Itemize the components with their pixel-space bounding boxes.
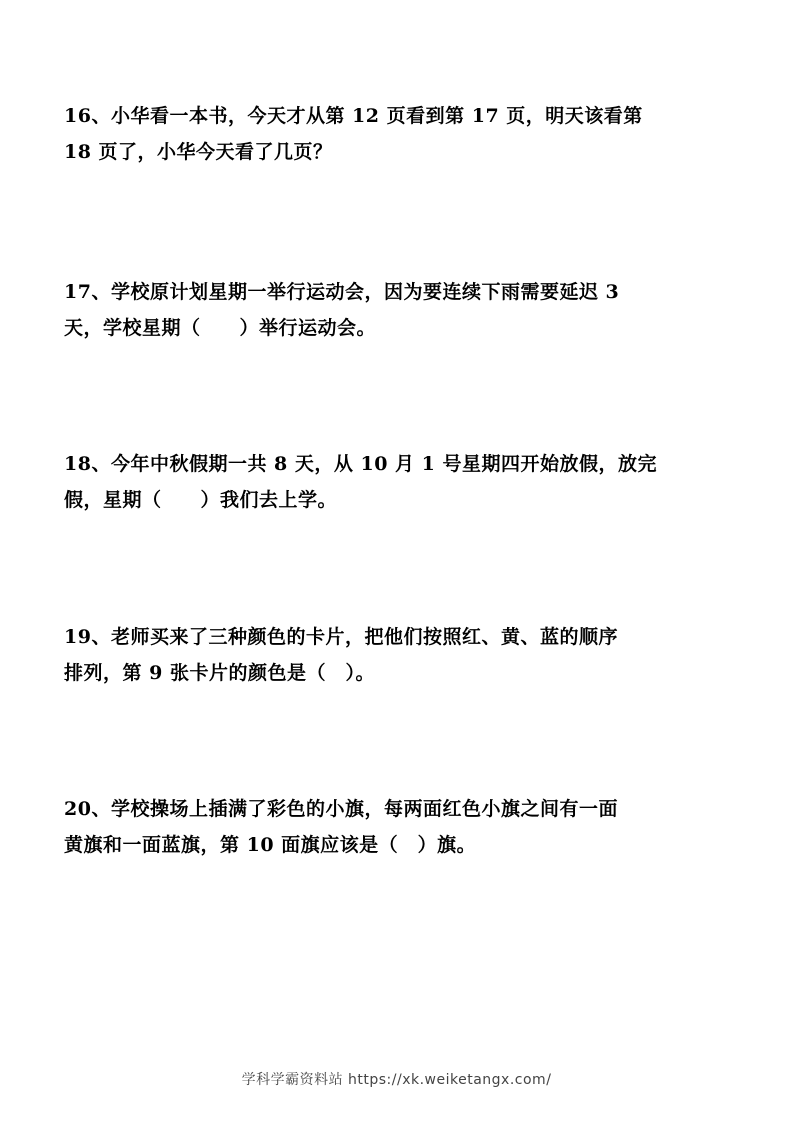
question-19 [64,619,704,691]
question-17 [64,274,704,346]
question-16 [64,98,704,170]
question-16-line-2: 18 页了，小华今天看了几页？ [64,141,333,163]
question-20 [64,791,704,863]
question-18-line-2: 假，星期（ ）我们去上学。 [64,489,338,511]
question-20-line-2: 黄旗和一面蓝旗，第 10 面旗应该是（ ）旗。 [64,834,477,856]
question-18-line-1: 18、今年中秋假期一共 8 天，从 10 月 1 号星期四开始放假，放完 [64,453,658,475]
question-17-line-2: 天，学校星期（ ）举行运动会。 [64,317,377,339]
question-18 [64,446,704,518]
question-20-line-1: 20、学校操场上插满了彩色的小旗，每两面红色小旗之间有一面 [64,798,618,820]
footer-watermark: 学科学霸资料站 https://xk.weiketangx.com/ [241,1072,552,1088]
question-17-line-1: 17、学校原计划星期一举行运动会，因为要连续下雨需要延迟 3 [64,281,620,303]
question-19-line-2: 排列，第 9 张卡片的颜色是（ ）。 [64,662,375,684]
question-16-line-1: 16、小华看一本书，今天才从第 12 页看到第 17 页，明天该看第 [64,105,643,127]
question-19-line-1: 19、老师买来了三种颜色的卡片，把他们按照红、黄、蓝的顺序 [64,626,618,648]
